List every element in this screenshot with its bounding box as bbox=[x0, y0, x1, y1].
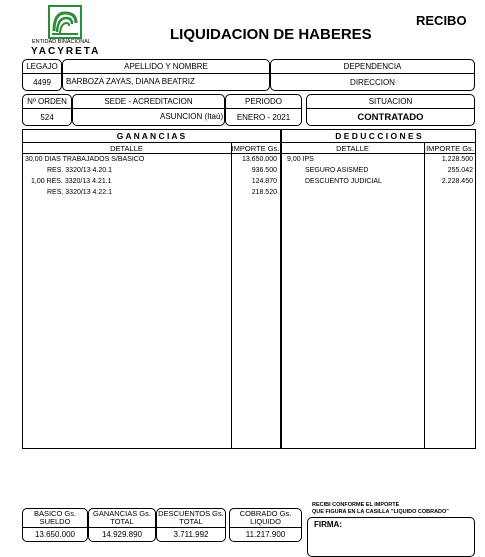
name-label: APELLIDO Y NOMBRE bbox=[124, 62, 208, 71]
dependencia-value: DIRECCION bbox=[350, 77, 395, 87]
table-row: RES. 3320/13 4.20.1 bbox=[47, 167, 112, 174]
dependencia-label: DEPENDENCIA bbox=[343, 62, 402, 71]
ganancias-total-value: 14.929.890 bbox=[101, 530, 143, 539]
entity-name: YACYRETA bbox=[31, 46, 101, 57]
deducciones-detalle-header: DETALLE bbox=[336, 143, 369, 153]
sede-label: SEDE - ACREDITACION bbox=[104, 97, 193, 106]
table-row: 30,00 DIAS TRABAJADOS S/BASICO bbox=[25, 156, 145, 163]
receipt-note-1: RECIBI CONFORME EL IMPORTE bbox=[312, 502, 400, 508]
sede-value: ASUNCION (Itaú) bbox=[160, 112, 224, 121]
yacyreta-logo bbox=[48, 5, 82, 39]
table-row: 936.500 bbox=[251, 167, 277, 174]
ganancias-total-label-1: GANANCIAS Gs. bbox=[93, 509, 151, 518]
basico-label-2: SUELDO bbox=[39, 517, 71, 526]
cobrado-value: 11.217.900 bbox=[245, 530, 286, 539]
cobrado-label-1: COBRADO Gs. bbox=[239, 509, 292, 518]
descuentos-total-label-2: TOTAL bbox=[179, 517, 203, 526]
descuentos-total-label-1: DESCUENTOS Gs. bbox=[158, 509, 224, 518]
situacion-value: CONTRATADO bbox=[357, 111, 424, 123]
ganancias-importe-header: IMPORTE Gs. bbox=[231, 143, 280, 153]
ganancias-deducciones-divider bbox=[280, 129, 282, 449]
orden-value: 524 bbox=[40, 112, 54, 122]
receipt-note-2: QUE FIGURA EN LA CASILLA "LIQUIDO COBRADO" bbox=[312, 509, 449, 515]
table-row: 255.042 bbox=[447, 167, 473, 174]
entity-line: ENTIDAD BINACIONAL bbox=[32, 39, 91, 45]
deducciones-importe-header: IMPORTE Gs. bbox=[426, 143, 474, 153]
table-row: 124.870 bbox=[251, 178, 277, 185]
legajo-value: 4499 bbox=[33, 77, 51, 87]
detail-table bbox=[22, 129, 476, 449]
descuentos-total-value: 3.711.992 bbox=[173, 530, 209, 539]
deducciones-title: D E D U C C I O N E S bbox=[335, 131, 422, 141]
ganancias-total-label-2: TOTAL bbox=[110, 517, 134, 526]
page-title: LIQUIDACION DE HABERES bbox=[170, 26, 372, 43]
table-row: 218.520 bbox=[251, 189, 277, 196]
employee-name: BARBOZA ZAYAS, DIANA BEATRIZ bbox=[66, 77, 195, 86]
table-row: RES. 3320/13 4.22.1 bbox=[47, 189, 112, 196]
receipt-label: RECIBO bbox=[416, 13, 467, 28]
ganancias-title: G A N A N C I A S bbox=[116, 131, 186, 141]
yacyreta-logo-icon bbox=[48, 5, 82, 39]
cobrado-label-2: LIQUIDO bbox=[250, 517, 281, 526]
table-row: 1.228.500 bbox=[441, 156, 473, 163]
table-row: 2.228.450 bbox=[441, 178, 473, 185]
ganancias-detalle-header: DETALLE bbox=[110, 143, 143, 153]
table-row: 1,00 RES. 3320/13 4.21.1 bbox=[31, 178, 112, 185]
table-row: DESCUENTO JUDICIAL bbox=[305, 178, 382, 185]
orden-label: Nº ORDEN bbox=[27, 97, 67, 106]
periodo-label: PERIODO bbox=[245, 97, 282, 106]
firma-label: FIRMA: bbox=[314, 520, 342, 529]
periodo-value: ENERO - 2021 bbox=[236, 112, 291, 122]
legajo-label: LEGAJO bbox=[26, 62, 58, 71]
situacion-label: SITUACION bbox=[368, 97, 413, 106]
basico-value: 13.650.000 bbox=[34, 530, 76, 539]
table-row: 9,00 IPS bbox=[287, 156, 314, 163]
table-row: SEGURO ASISMED bbox=[305, 167, 369, 174]
basico-label-1: BASICO Gs. bbox=[33, 509, 77, 518]
table-row: 13.650.000 bbox=[241, 156, 277, 163]
